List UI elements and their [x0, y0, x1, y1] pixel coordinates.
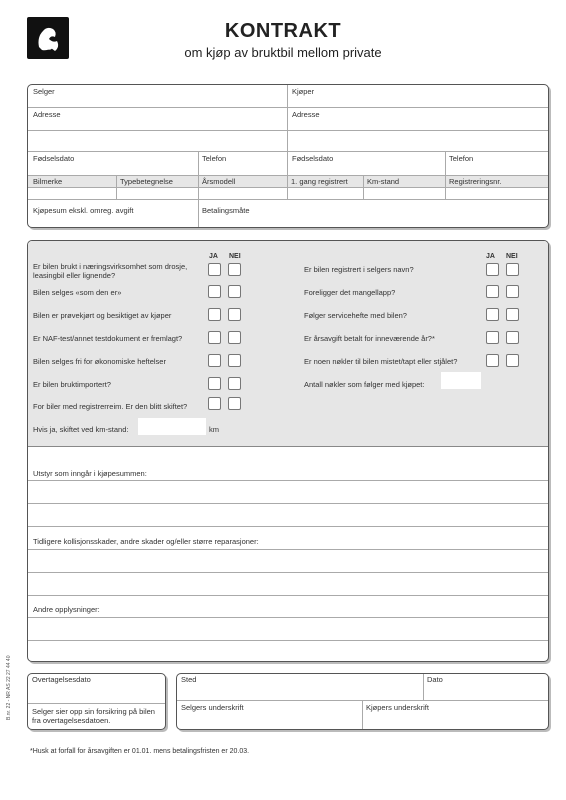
checkbox-ja[interactable] [486, 308, 499, 321]
form-code: B.nr. 22 - NR AS 22 27 44 40 [6, 655, 12, 720]
damages-label: Tidligere kollisjonsskader, andre skader og/eller større reparasjoner: [33, 537, 259, 546]
nei-header-right: NEI [506, 253, 518, 260]
buyer-field[interactable]: Kjøper [292, 87, 315, 96]
checkbox-nei[interactable] [228, 331, 241, 344]
footnote: *Husk at forfall for årsavgiften er 01.01. mens betalingsfristen er 20.03. [30, 748, 250, 755]
other-info-label: Andre opplysninger: [33, 605, 100, 614]
seller-birthdate-field[interactable]: Fødselsdato [33, 154, 75, 163]
question-service-book: Følger servicehefte med bilen? [304, 311, 407, 320]
questions-section [27, 240, 549, 662]
ja-header-left: JA [209, 253, 218, 260]
km-field[interactable]: Km-stand [367, 177, 400, 186]
checkbox-nei[interactable] [506, 331, 519, 344]
checkbox-nei[interactable] [228, 308, 241, 321]
place-field[interactable]: Sted [181, 675, 197, 684]
buyer-address-field[interactable]: Adresse [292, 110, 320, 119]
question-test-driven: Bilen er prøvekjørt og besiktiget av kjøper [33, 311, 172, 320]
seller-field[interactable]: Selger [33, 87, 55, 96]
seller-address-field[interactable]: Adresse [33, 110, 61, 119]
question-defect-notice: Foreligger det mangellapp? [304, 288, 396, 297]
checkbox-nei[interactable] [506, 263, 519, 276]
nei-header-left: NEI [229, 253, 241, 260]
price-field[interactable]: Kjøpesum ekskl. omreg. avgift [33, 206, 134, 215]
checkbox-ja[interactable] [486, 354, 499, 367]
question-timing-belt: For biler med registrerreim. Er den blitt skiftet? [33, 402, 188, 411]
equipment-input[interactable] [28, 481, 548, 525]
payment-method-field[interactable]: Betalingsmåte [202, 206, 250, 215]
checkbox-nei[interactable] [228, 263, 241, 276]
checkbox-ja[interactable] [208, 285, 221, 298]
checkbox-ja[interactable] [208, 377, 221, 390]
parties-section [27, 84, 549, 228]
other-info-input[interactable] [28, 618, 548, 658]
checkbox-nei[interactable] [506, 308, 519, 321]
handover-box [27, 673, 166, 730]
page-title: KONTRAKT [224, 20, 342, 42]
seller-signature-field[interactable]: Selgers underskrift [181, 703, 244, 712]
question-imported: Er bilen bruktimportert? [33, 380, 111, 389]
signatures-box [176, 673, 549, 730]
checkbox-nei[interactable] [228, 285, 241, 298]
question-naf-test: Er NAF-test/annet testdokument er fremlagt? [33, 334, 183, 343]
checkbox-ja[interactable] [486, 331, 499, 344]
brand-field[interactable]: Bilmerke [33, 177, 63, 186]
equipment-label: Utstyr som inngår i kjøpesummen: [33, 469, 147, 478]
km-changed-label: Hvis ja, skiftet ved km-stand: [33, 425, 129, 434]
checkbox-ja[interactable] [208, 354, 221, 367]
buyer-phone-field[interactable]: Telefon [449, 154, 474, 163]
buyer-birthdate-field[interactable]: Fødselsdato [292, 154, 334, 163]
km-unit: km [209, 425, 219, 434]
km-changed-input[interactable] [138, 418, 206, 435]
buyer-signature-field[interactable]: Kjøpers underskrift [366, 703, 429, 712]
question-annual-fee: Er årsavgift betalt for inneværende år?* [304, 334, 435, 343]
question-free-of-debt: Bilen selges fri for økonomiske heftelser [33, 357, 166, 366]
handover-date-field[interactable]: Overtagelsesdato [32, 675, 91, 684]
question-keys-lost: Er noen nøkler til bilen mistet/tapt eller stjålet? [304, 357, 458, 366]
page-subtitle: om kjøp av bruktbil mellom private [184, 45, 382, 60]
checkbox-nei[interactable] [506, 285, 519, 298]
question-commercial-use: Er bilen brukt i næringsvirksomhet som drosje, leasingbil eller lignende? [33, 262, 188, 280]
question-registered-seller: Er bilen registrert i selgers navn? [304, 265, 414, 274]
keys-count-label: Antall nøkler som følger med kjøpet: [304, 380, 425, 389]
seller-phone-field[interactable]: Telefon [202, 154, 227, 163]
insurance-note: Selger sier opp sin forsikring på bilen fra overtagelsesdatoen. [32, 707, 155, 725]
checkbox-nei[interactable] [228, 397, 241, 410]
checkbox-nei[interactable] [228, 354, 241, 367]
checkbox-ja[interactable] [208, 397, 221, 410]
first-registered-field[interactable]: 1. gang registrert [291, 177, 348, 186]
ja-header-right: JA [486, 253, 495, 260]
damages-input[interactable] [28, 550, 548, 594]
checkbox-nei[interactable] [506, 354, 519, 367]
model-year-field[interactable]: Årsmodell [202, 177, 236, 186]
date-field[interactable]: Dato [427, 675, 443, 684]
checkbox-nei[interactable] [228, 377, 241, 390]
checkbox-ja[interactable] [208, 331, 221, 344]
checkbox-ja[interactable] [486, 285, 499, 298]
checkbox-ja[interactable] [208, 263, 221, 276]
type-field[interactable]: Typebetegnelse [120, 177, 173, 186]
question-as-is: Bilen selges «som den er» [33, 288, 122, 297]
keys-count-input[interactable] [441, 372, 481, 389]
checkbox-ja[interactable] [208, 308, 221, 321]
checkbox-ja[interactable] [486, 263, 499, 276]
regnr-field[interactable]: Registreringsnr. [449, 177, 502, 186]
